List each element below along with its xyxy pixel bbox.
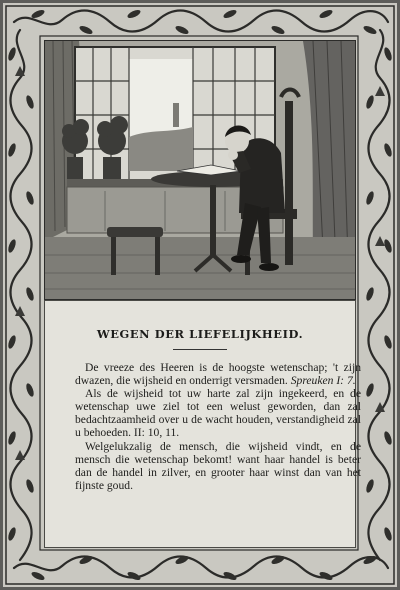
scholar-reading-scene	[45, 41, 355, 299]
page-title: WEGEN DER LIEFELIJKHEID.	[96, 327, 304, 341]
verse-paragraph-3-text: Welgelukzalig de mensch, die wijsheid vindt, en de mensch die wetenschap bekomt! want haar handel is beter dan de handel in zilver, en grooter haar winst dan van het fijnste goud.	[75, 439, 361, 492]
verse-paragraph-1-reference: Spreuken I: 7.	[290, 374, 356, 388]
verse-paragraph-1	[75, 361, 361, 387]
verse-text	[75, 361, 361, 492]
engraving-illustration	[44, 40, 356, 300]
title-divider	[173, 349, 227, 350]
verse-paragraph-3	[75, 440, 361, 492]
verse-paragraph-2-text: Als de wijsheid tot uw harte zal zijn ingekeerd, en de wetenschap uwe ziel tot een welust geworden, dan zal bedachtzaamheid over u de wacht houden, verstandigheid zal u behoeden. II: 10, 11.	[75, 387, 361, 440]
verse-paragraph-1-text: De vreeze des Heeren is de hoogste wetenschap; 't zijn dwazen, die wijsheid en onderrigt versmaden.	[75, 361, 361, 388]
verse-paragraph-2	[75, 387, 361, 439]
verse-panel	[44, 300, 361, 548]
